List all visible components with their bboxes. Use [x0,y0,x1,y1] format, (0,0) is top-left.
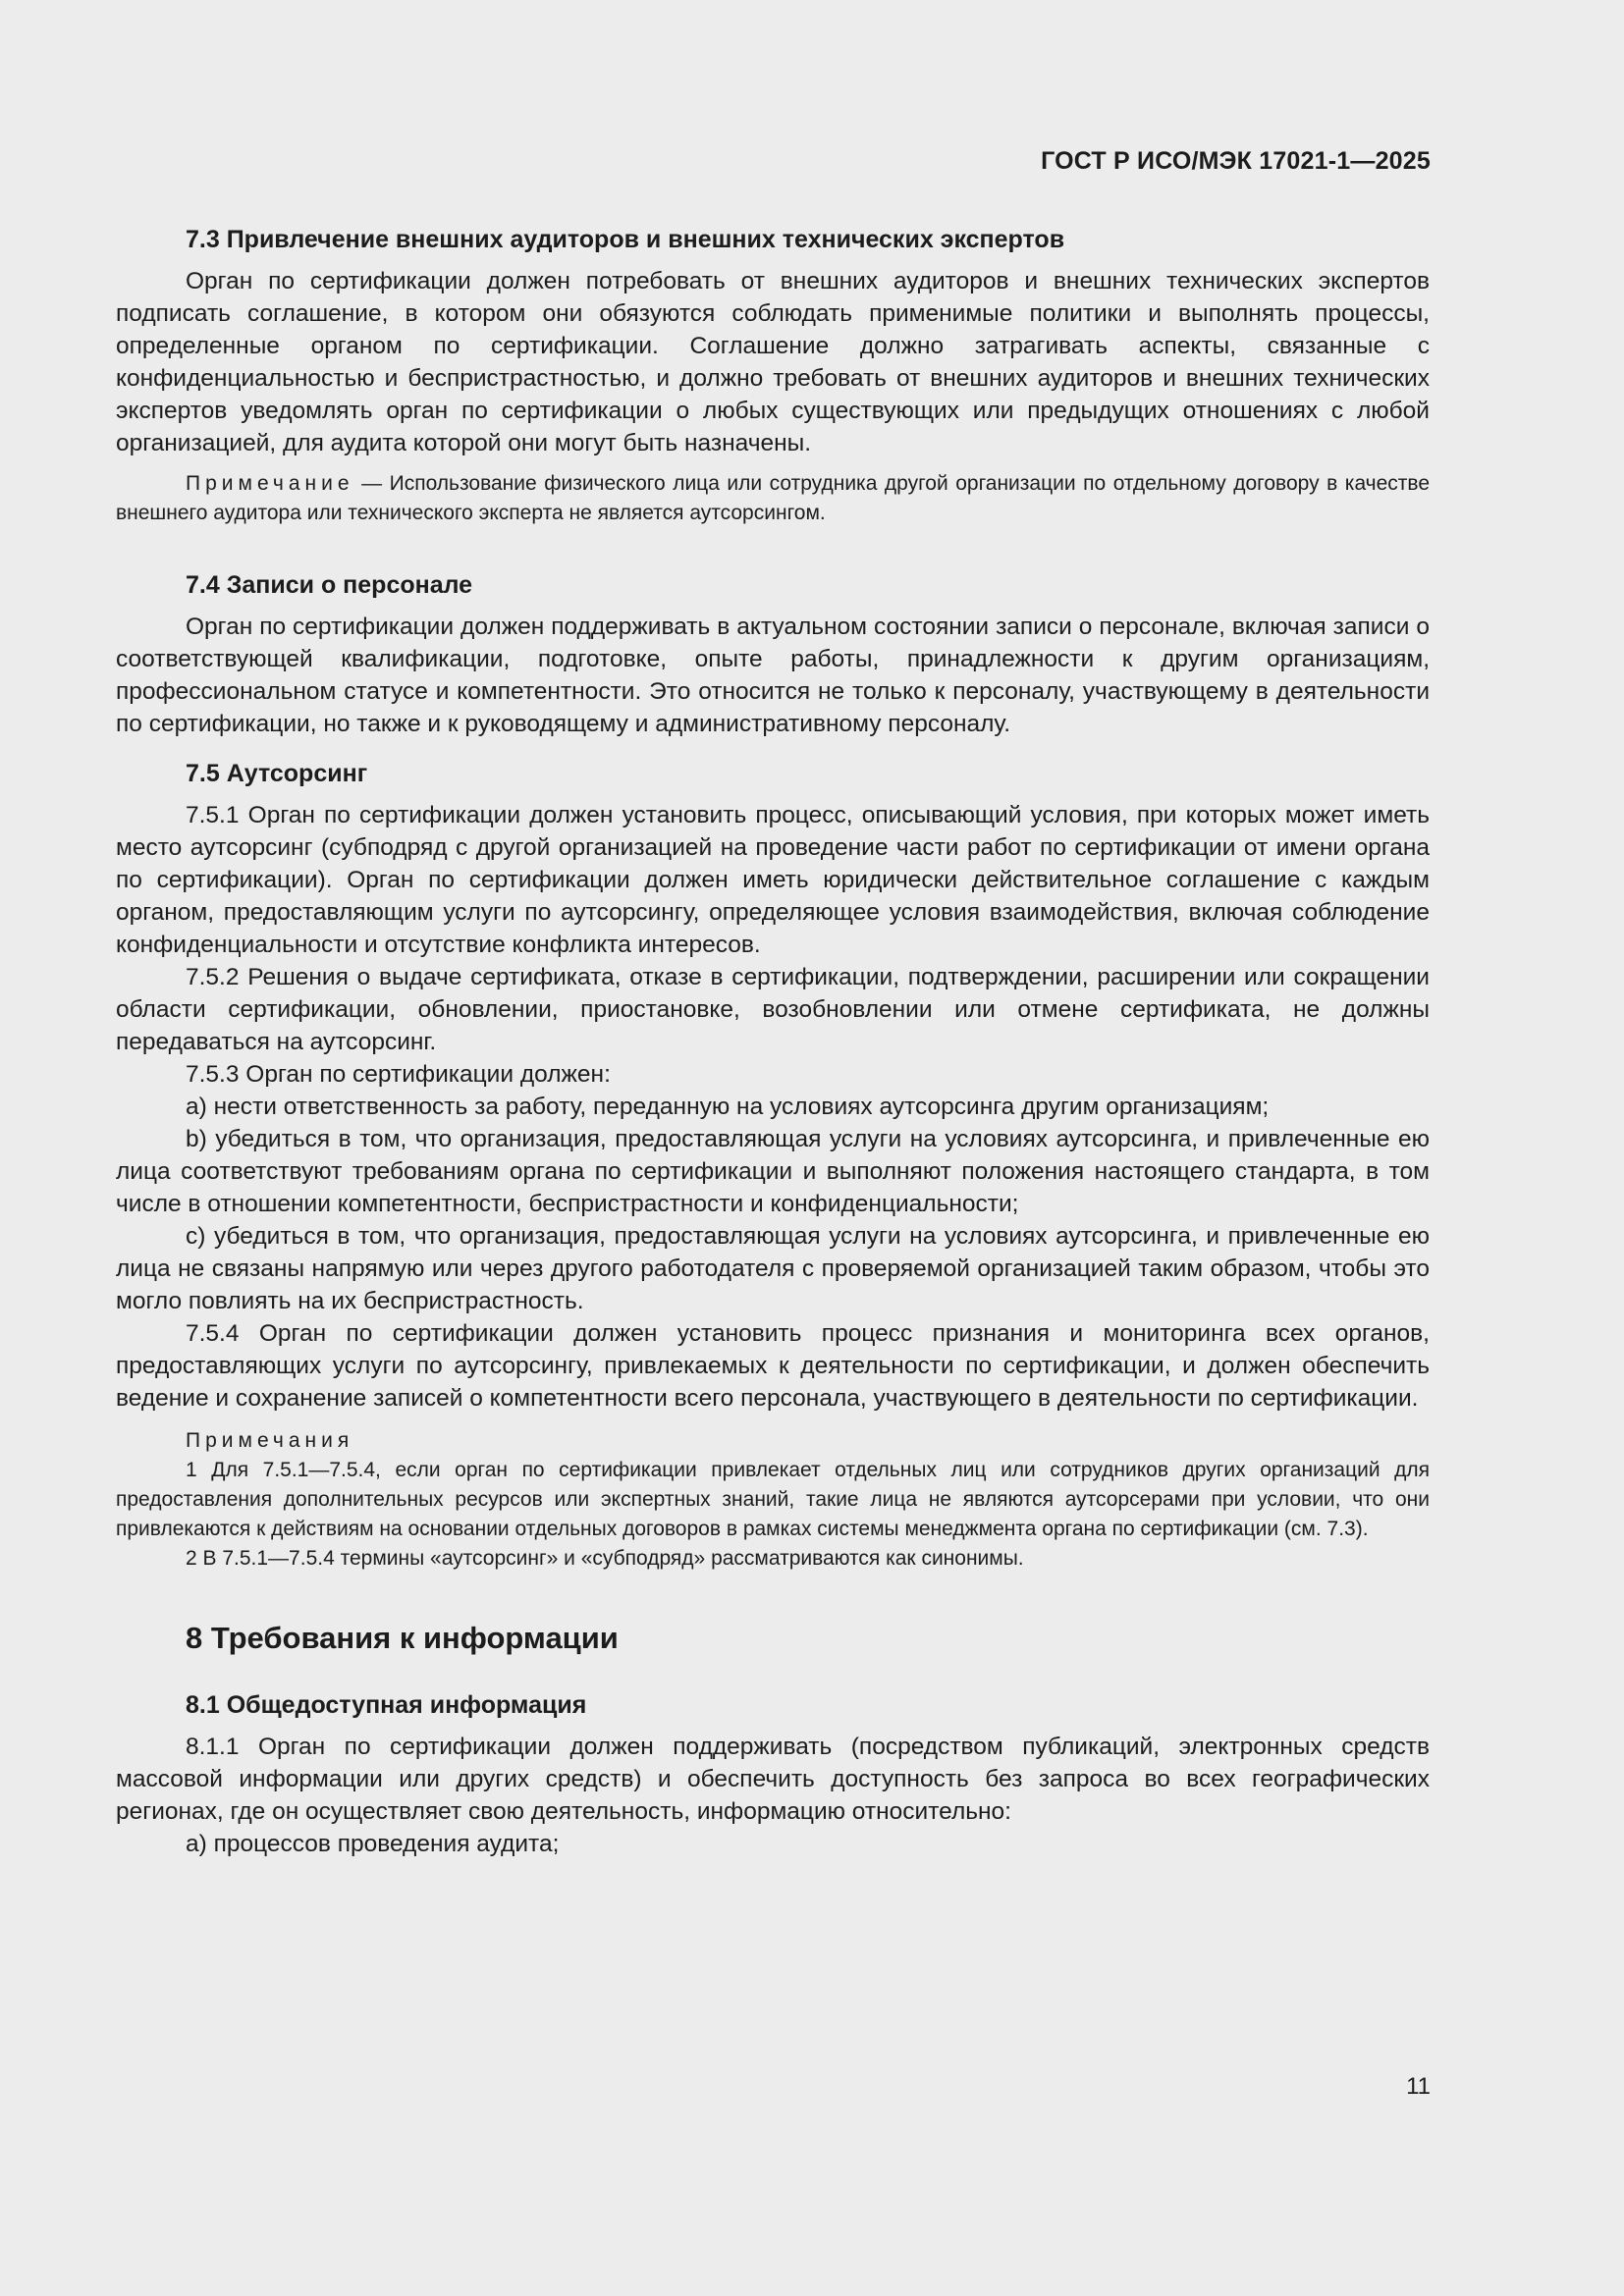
page-content [116,222,1430,1860]
clause-7-5-3-b: b) убедиться в том, что организация, предоставляющая услуги на условиях аутсорсинга, и привлеченные ею лица соответствуют требованиям органа по сертификации и выполняют положения настоящего стандарта, в том числе в отношении компетентности, беспристрастности и конфиденциальности; [116,1126,1430,1217]
standard-code-header: ГОСТ Р ИСО/МЭК 17021-1—2025 [1041,147,1431,175]
note-1: 1 Для 7.5.1—7.5.4, если орган по сертификации привлекает отдельных лиц или сотрудников других организаций для предоставления дополнительных ресурсов или экспертных знаний, такие лица не являются аутсорсерами при условии, что они привлекаются к действиям на основании отдельных договоров в рамках системы менеджмента органа по сертификации (см. 7.3). [116,1459,1430,1540]
section-7-3-note [116,469,1430,528]
page-number: 11 [1406,2073,1431,2100]
clause-8-1-1: 8.1.1 Орган по сертификации должен поддерживать (посредством публикаций, электронных средств массовой информации или других средств) и обеспечить доступность без запроса во всех географических регионах, где он осуществляет свою деятельность, информацию относительно: [116,1734,1430,1825]
note-text: — Использование физического лица или сотрудника другой организации по отдельному договору в качестве внешнего аудитора или технического эксперта не является аутсорсингом. [116,472,1430,524]
clause-7-5-3-a: а) нести ответственность за работу, переданную на условиях аутсорсинга другим организациям; [186,1094,1270,1120]
clause-7-5-4: 7.5.4 Орган по сертификации должен установить процесс признания и мониторинга всех органов, предоставляющих услуги по аутсорсингу, привлекаемых к деятельности по сертификации, и должен обеспечить ведение и сохранение записей о компетентности всего персонала, участвующего в деятельности по сертификации. [116,1320,1430,1412]
clause-7-5-3-c: c) убедиться в том, что организация, предоставляющая услуги на условиях аутсорсинга, и привлеченные ею лица не связаны напрямую или через другого работодателя с проверяемой организацией таким образом, чтобы это могло повлиять на их беспристрастность. [116,1223,1430,1314]
clause-8-1-1-a: a) процессов проведения аудита; [186,1831,560,1857]
section-7-3-paragraph: Орган по сертификации должен потребовать от внешних аудиторов и внешних технических экспертов подписать соглашение, в котором они обязуются соблюдать применимые политики и выполнять процессы, определенные органом по сертификации. Соглашение должно затрагивать аспекты, связанные с конфиденциальностью и беспристрастностью, и должно требовать от внешних аудиторов и внешних технических экспертов уведомлять орган по сертификации о любых существующих или предыдущих отношениях с любой организацией, для аудита которой они могут быть назначены. [116,268,1430,456]
section-7-4-title: 7.4 Записи о персонале [186,571,473,599]
section-7-4-paragraph: Орган по сертификации должен поддерживать в актуальном состоянии записи о персонале, включая записи о соответствующей квалификации, подготовке, опыте работы, принадлежности к другим организациям, профессиональном статусе и компетентности. Это относится не только к персоналу, участвующему в деятельности по сертификации, но также и к руководящему и административному персоналу. [116,614,1430,737]
section-8-1-title: 8.1 Общедоступная информация [186,1691,587,1719]
note-2: 2 В 7.5.1—7.5.4 термины «аутсорсинг» и «субподряд» рассматриваются как синонимы. [186,1547,1024,1570]
notes-title: Примечания [186,1429,354,1452]
note-label: Примечание [186,472,354,495]
clause-7-5-2: 7.5.2 Решения о выдаче сертификата, отказе в сертификации, подтверждении, расширении или сокращении области сертификации, обновлении, приостановке, возобновлении или отмене сертификата, не должны передаваться на аутсорсинг. [116,964,1430,1055]
clause-7-5-3: 7.5.3 Орган по сертификации должен: [186,1061,611,1088]
section-7-3-title: 7.3 Привлечение внешних аудиторов и внешних технических экспертов [186,226,1065,253]
section-7-5-title: 7.5 Аутсорсинг [186,760,368,787]
section-8-title: 8 Требования к информации [186,1621,619,1655]
clause-7-5-1: 7.5.1 Орган по сертификации должен установить процесс, описывающий условия, при которых может иметь место аутсорсинг (субподряд с другой организацией на проведение части работ по сертификации от имени органа по сертификации). Орган по сертификации должен иметь юридически действительное соглашение с каждым органом, предоставляющим услуги по аутсорсингу, определяющее условия взаимодействия, включая соблюдение конфиденциальности и отсутствие конфликта интересов. [116,802,1430,958]
